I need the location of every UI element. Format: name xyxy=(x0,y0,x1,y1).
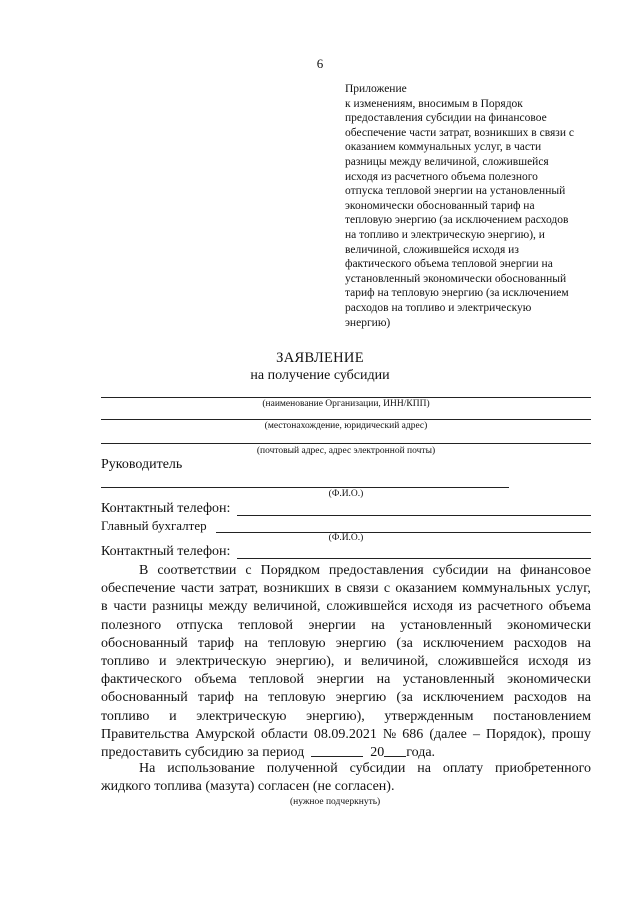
paragraph-line xyxy=(101,726,591,744)
word: Амурской xyxy=(195,726,255,742)
word: субсидии xyxy=(349,761,406,776)
word: в xyxy=(101,599,108,615)
word: оказанием xyxy=(395,581,457,597)
word: соответствии xyxy=(157,563,237,578)
word: электрическую xyxy=(196,708,287,724)
word: Порядок), xyxy=(485,726,546,742)
document-title: ЗАЯВЛЕНИЕ xyxy=(276,350,364,366)
period-year-blank[interactable] xyxy=(384,744,406,757)
word: утвержденным xyxy=(384,708,474,724)
appendix-line: исходя из расчетного объема полезного xyxy=(345,170,538,183)
word: В xyxy=(139,563,149,578)
appendix-line: Приложение xyxy=(345,83,407,95)
word: исключением xyxy=(423,635,504,651)
director-label: Руководитель xyxy=(101,457,183,472)
word: тариф xyxy=(197,690,234,706)
word: топливо xyxy=(101,708,150,724)
word: объема xyxy=(548,599,591,615)
word: фактического xyxy=(101,672,182,688)
word: на xyxy=(497,563,512,578)
word: сложившейся xyxy=(437,653,519,669)
contact-phone-line-1[interactable] xyxy=(237,515,591,516)
word: коммунальных xyxy=(462,581,551,597)
appendix-line: обеспечение части затрат, возникших в связи с xyxy=(345,126,574,139)
appendix-line: фактического объема тепловой энергии на xyxy=(345,258,553,271)
word: тепловую xyxy=(268,690,326,706)
word: Порядком xyxy=(260,563,320,578)
fio-caption-1: (Ф.И.О.) xyxy=(328,489,364,499)
word: энергии xyxy=(316,672,365,688)
appendix-line: величиной, сложившейся исходя из xyxy=(345,243,519,256)
word: тариф xyxy=(197,635,234,651)
word: энергию xyxy=(335,690,387,706)
appendix-line: экономически обоснованный тариф на xyxy=(345,199,535,212)
word: исходя xyxy=(412,599,454,615)
appendix-line: к изменениям, вносимым в Порядок xyxy=(345,97,523,110)
word: энергию xyxy=(335,635,387,651)
word: (за xyxy=(396,690,413,706)
appendix-line: установленный экономически обоснованный xyxy=(345,272,567,285)
page-number: 6 xyxy=(316,56,324,71)
paragraph-line xyxy=(101,760,591,778)
consent-line: жидкого топлива (мазута) согласен (не согласен). xyxy=(101,779,395,795)
appendix-line: оказанием коммунальных услуг, в части xyxy=(345,141,542,154)
appendix-line: предоставления субсидии на финансовое xyxy=(345,112,547,125)
appendix-line: энергию) xyxy=(345,316,391,329)
period-suffix: года. xyxy=(406,744,436,760)
org-name-line[interactable] xyxy=(101,397,591,398)
word: 686 xyxy=(402,726,424,742)
paragraph-line xyxy=(101,598,591,616)
word: возникших xyxy=(263,581,330,597)
word: из xyxy=(577,653,591,669)
word: между xyxy=(208,599,248,615)
paragraph-line xyxy=(101,617,591,635)
appendix-block xyxy=(345,82,615,330)
word: топливо xyxy=(101,653,150,669)
word: тепловую xyxy=(268,635,326,651)
word: субсидии xyxy=(432,563,489,578)
contact-phone-line-2[interactable] xyxy=(237,558,591,559)
paragraph-line xyxy=(101,708,591,726)
word: на xyxy=(244,635,258,651)
word: 08.09.2021 xyxy=(313,726,377,742)
word: расходов xyxy=(514,635,568,651)
word: на xyxy=(577,635,591,651)
word: на xyxy=(244,690,258,706)
word: (далее xyxy=(429,726,467,742)
word: электрическую xyxy=(176,653,267,669)
word: финансовое xyxy=(520,563,591,578)
location-caption: (местонахождение, юридический адрес) xyxy=(264,421,428,431)
word: – xyxy=(472,726,480,742)
period-text: предоставить субсидию за период xyxy=(101,744,312,760)
request-paragraph xyxy=(101,562,591,762)
word: постановлением xyxy=(493,708,591,724)
appendix-line: отпуска тепловой энергии на установленный xyxy=(345,185,566,198)
word: области xyxy=(260,726,308,742)
postal-caption: (почтовый адрес, адрес электронной почты) xyxy=(256,446,436,456)
word: экономически xyxy=(507,672,591,688)
word: обоснованный xyxy=(101,690,188,706)
word: с xyxy=(245,563,252,578)
org-name-line-2[interactable] xyxy=(101,419,591,420)
fuel-consent-paragraph xyxy=(101,760,591,796)
word: величиной, xyxy=(253,599,321,615)
appendix-line: тепловую энергию (за исключением расходов xyxy=(345,214,569,227)
word: тепловой xyxy=(249,672,304,688)
word: части xyxy=(113,599,147,615)
word: связи xyxy=(346,581,379,597)
word: расходов xyxy=(514,690,568,706)
word: на xyxy=(376,672,391,688)
word: из xyxy=(458,599,472,615)
contact-phone-label-1: Контактный телефон: xyxy=(101,501,231,516)
word: тепловой xyxy=(238,617,294,633)
postal-line[interactable] xyxy=(101,443,591,444)
word: затрат, xyxy=(219,581,259,597)
word: объема xyxy=(194,672,237,688)
word: установленный xyxy=(402,672,495,688)
underline-note: (нужное подчеркнуть) xyxy=(290,797,381,807)
word: оплату xyxy=(442,761,484,776)
word: предоставления xyxy=(328,563,424,578)
appendix-line: разницы между величиной, сложившейся xyxy=(345,155,549,168)
word: энергию), xyxy=(275,653,335,669)
word: обоснованный xyxy=(101,635,188,651)
word: энергии xyxy=(308,617,356,633)
word: услуг, xyxy=(556,581,591,597)
word: Правительства xyxy=(101,726,190,742)
word: части xyxy=(180,581,214,597)
word: исключением xyxy=(423,690,504,706)
word: № xyxy=(382,726,397,742)
word: с xyxy=(383,581,391,597)
word: на xyxy=(371,617,385,633)
word: обеспечение xyxy=(101,581,176,597)
word: полученной xyxy=(266,761,338,776)
word: отпуска xyxy=(176,617,223,633)
word: приобретенного xyxy=(494,761,591,776)
period-year-prefix: 20 xyxy=(363,744,385,760)
document-subtitle: на получение субсидии xyxy=(250,368,390,383)
word: (за xyxy=(396,635,413,651)
word: прошу xyxy=(551,726,591,742)
word: и xyxy=(343,653,352,669)
appendix-line: расходов на топливо и электрическую xyxy=(345,301,532,314)
paragraph-line xyxy=(101,580,591,598)
paragraph-line xyxy=(101,635,591,653)
word: сложившейся xyxy=(326,599,408,615)
word: величиной, xyxy=(361,653,429,669)
word: в xyxy=(334,581,342,597)
word: установленный xyxy=(400,617,492,633)
contact-phone-label-2: Контактный телефон: xyxy=(101,544,231,559)
word: экономически xyxy=(507,617,591,633)
fio-caption-2: (Ф.И.О.) xyxy=(328,533,364,543)
word: исходя xyxy=(528,653,569,669)
appendix-line: на топливо и электрическую энергию), и xyxy=(345,228,545,241)
paragraph-line xyxy=(101,689,591,707)
paragraph-line xyxy=(101,671,591,689)
org-name-caption: (наименование Организации, ИНН/КПП) xyxy=(262,399,430,409)
word: полезного xyxy=(101,617,162,633)
paragraph-line xyxy=(101,653,591,671)
chief-accountant-label: Главный бухгалтер xyxy=(101,518,207,533)
word: разницы xyxy=(152,599,203,615)
appendix-line: тариф на тепловую энергию (за исключением xyxy=(345,287,569,300)
director-fio-line[interactable] xyxy=(101,487,509,488)
period-month-blank[interactable] xyxy=(311,744,363,757)
word: расчетного xyxy=(477,599,543,615)
word: на xyxy=(577,690,591,706)
word: и xyxy=(169,708,177,724)
word: На xyxy=(139,761,156,776)
word: на xyxy=(417,761,431,776)
paragraph-line xyxy=(101,562,591,580)
word: и xyxy=(158,653,167,669)
word: энергию), xyxy=(306,708,365,724)
word: использование xyxy=(167,761,255,776)
